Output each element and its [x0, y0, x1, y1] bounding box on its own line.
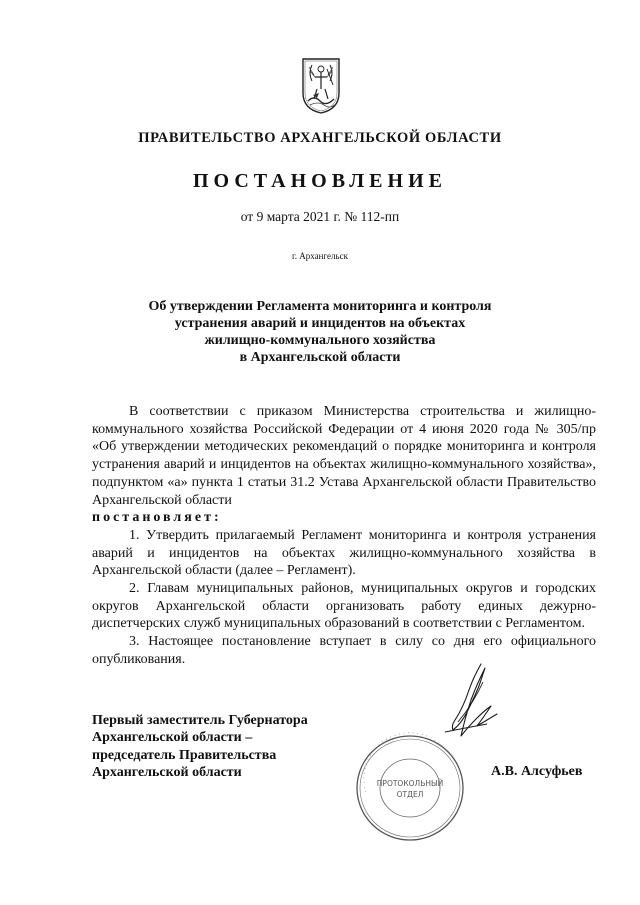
stamp-center-line: ПРОТОКОЛЬНЫЙ: [376, 779, 444, 788]
position-line: Архангельской области –: [92, 730, 253, 746]
svg-text:· · · · · · · · · · · · · · ·: · · · · · · · · · · · · · · · · · · · · · · · · · · ·: [360, 730, 446, 794]
city: г. Архангельск: [292, 251, 348, 261]
signatory-position: [92, 712, 308, 781]
decree-line: [92, 509, 596, 527]
item-paragraph: 1. Утвердить прилагаемый Регламент мониторинга и контроля устранения аварий и инцидентов на объектах жилищно-коммунального хозяйства в Архангельской области (далее – Регламент).: [92, 527, 596, 579]
government-name: ПРАВИТЕЛЬСТВО АРХАНГЕЛЬСКОЙ ОБЛАСТИ: [138, 130, 502, 146]
position-line: Архангельской области: [92, 764, 242, 780]
handwritten-signature: [425, 660, 525, 750]
item-paragraph: 2. Главам муниципальных районов, муниципальных округов и городских округов Архангельской области организовать работу единых дежурно-диспетчерских служб муниципальных образований в соответствии с Регламентом.: [92, 581, 596, 632]
document-subject: [0, 298, 640, 366]
position-line: Первый заместитель Губернатора: [92, 713, 308, 728]
preamble-paragraph: [92, 403, 596, 509]
subject-line: устранения аварий и инцидентов на объектах: [174, 316, 466, 331]
stamp-center-line: ОТДЕЛ: [396, 790, 424, 799]
item-paragraph: 3. Настоящее постановление вступает в силу со дня его официального опубликования.: [92, 634, 596, 667]
date-and-number: от 9 марта 2021 г. № 112-пп: [240, 209, 400, 224]
subject-line: Об утверждении Регламента мониторинга и контроля: [148, 299, 492, 314]
preamble-text: В соответствии с приказом Министерства строительства и жилищно-коммунального хозяйства Российской Федерации от 4 июня 2020 года № 305/пр «Об утверждении методических рекомендаций о порядке мониторинга и контроля устранения аварий и инцидентов на объектах жилищно-коммунального хозяйства», подпунктом «а» пункта 1 статьи 31.2 Устава Архангельской области Правительство Архангельской области: [92, 404, 596, 508]
decree-colon: :: [213, 510, 219, 526]
position-line: председатель Правительства: [92, 747, 277, 763]
signatory-name: А.В. Алсуфьев: [491, 764, 583, 779]
decree-word: постановляет: [92, 510, 214, 526]
subject-line: жилищно-коммунального хозяйства: [204, 333, 436, 348]
document-body: [92, 403, 596, 669]
subject-line: в Архангельской области: [239, 350, 401, 365]
document-type: ПОСТАНОВЛЕНИЕ: [193, 170, 447, 192]
coat-of-arms-emblem: [300, 55, 342, 115]
